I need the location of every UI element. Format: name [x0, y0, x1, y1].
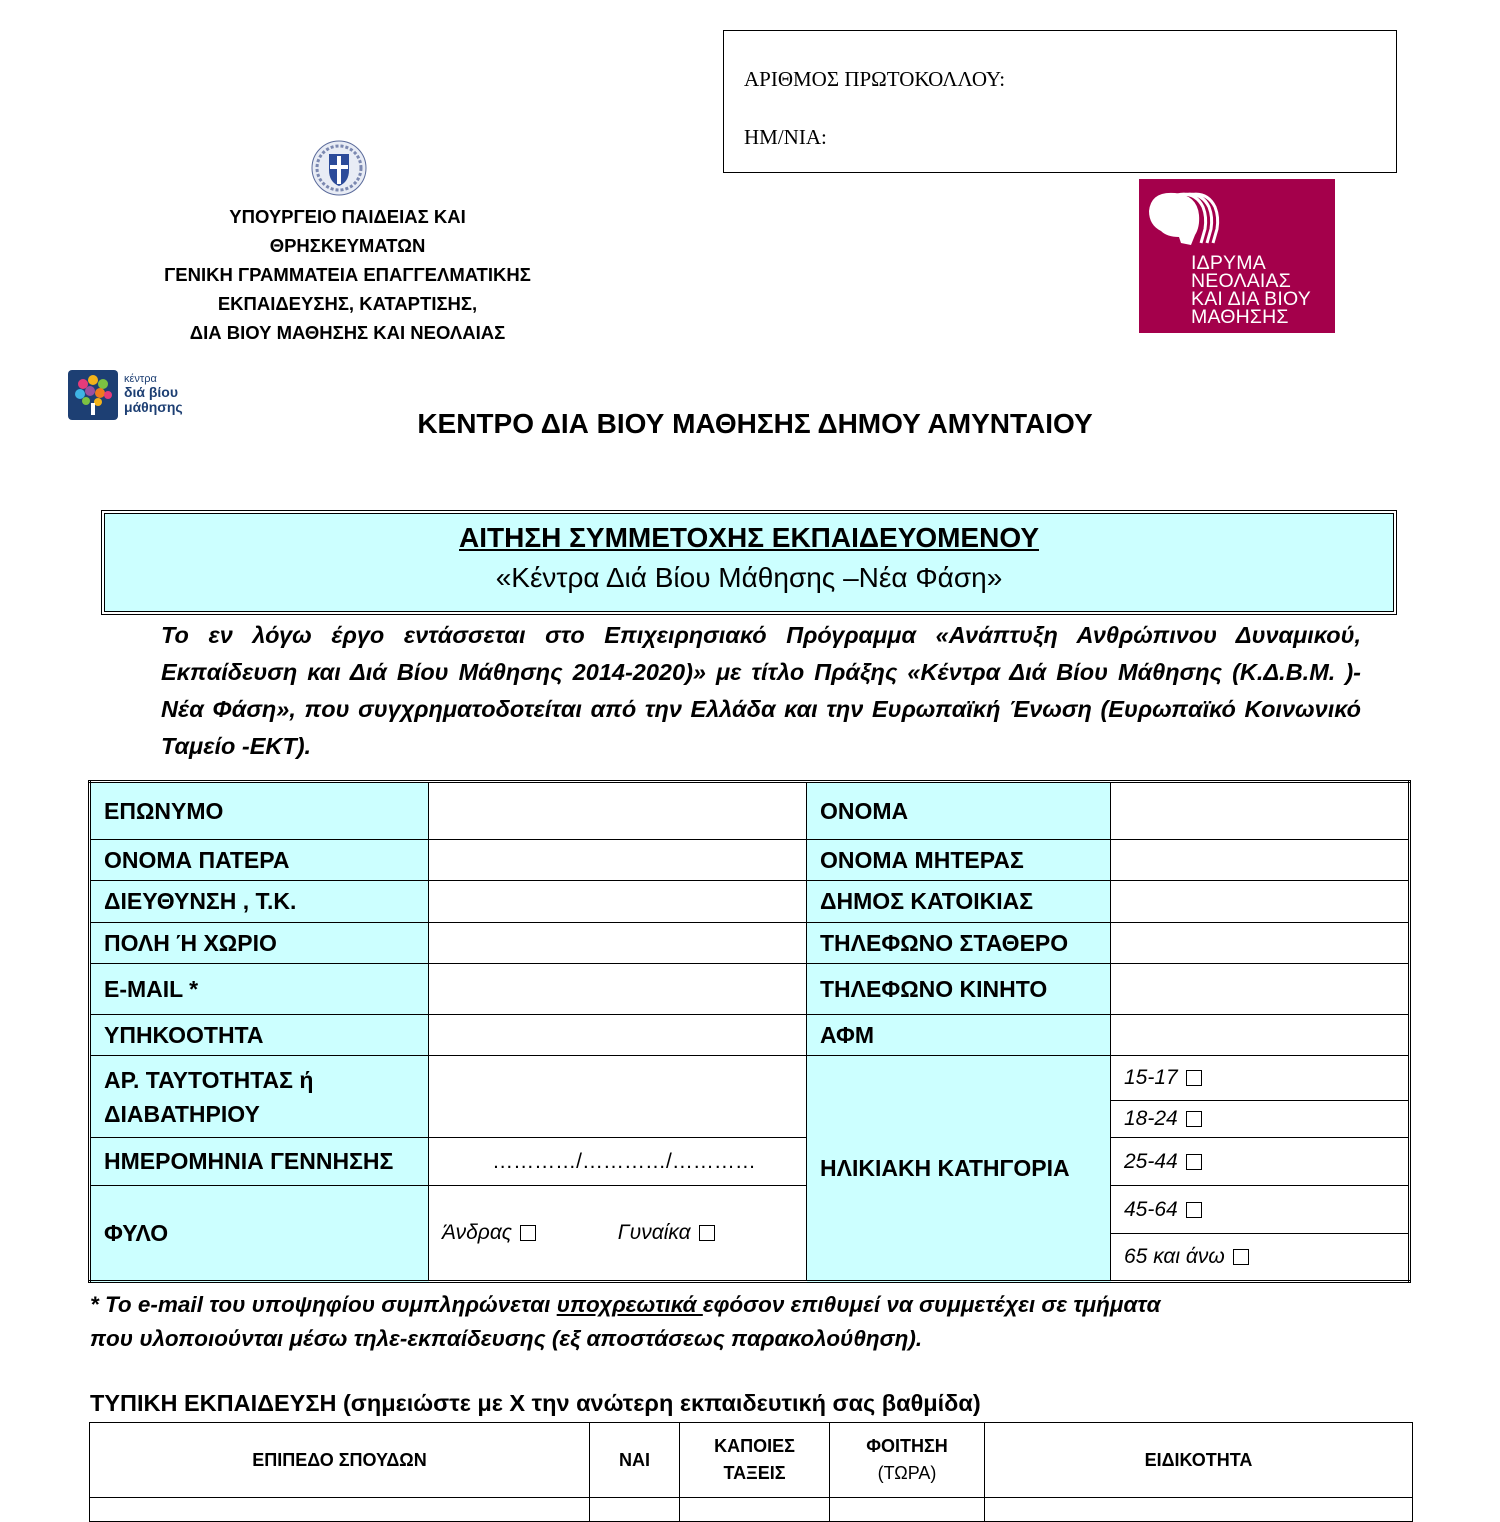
ministry-line-5: ΔΙΑ ΒΙΟΥ ΜΑΘΗΣΗΣ ΚΑΙ ΝΕΟΛΑΙΑΣ	[189, 322, 506, 343]
afm-label: ΑΦΜ	[807, 1015, 1111, 1056]
table-row	[90, 840, 1410, 881]
checkbox-icon[interactable]	[520, 1225, 536, 1241]
mobile-label: ΤΗΛΕΦΩΝΟ ΚΙΝΗΤΟ	[807, 964, 1111, 1015]
gender-male-label: Άνδρας	[442, 1221, 513, 1244]
checkbox-icon[interactable]	[1186, 1154, 1202, 1170]
mother-name-field[interactable]	[1111, 840, 1410, 881]
center-title: ΚΕΝΤΡΟ ΔΙΑ ΒΙΟΥ ΜΑΘΗΣΗΣ ΔΗΜΟΥ ΑΜΥΝΤΑΙΟΥ	[417, 408, 1093, 439]
checkbox-icon[interactable]	[1233, 1249, 1249, 1265]
age-option-25-44[interactable]	[1111, 1138, 1410, 1186]
city-field[interactable]	[429, 923, 807, 964]
inedivim-text-line-3: ΚΑΙ ΔΙΑ ΒΙΟΥ	[1191, 288, 1311, 310]
checkbox-icon[interactable]	[1186, 1070, 1202, 1086]
heads-silhouette-icon	[1145, 185, 1235, 251]
col-specialty: ΕΙΔΙΚΟΤΗΤΑ	[985, 1423, 1413, 1498]
footnote-part-1: * Το e-mail του υποψηφίου συμπληρώνεται	[90, 1292, 557, 1317]
birth-date-field[interactable]: …………/…………/…………	[429, 1138, 807, 1186]
education-heading: ΤΥΠΙΚΗ ΕΚΠΑΙΔΕΥΣΗ (σημειώστε με Χ την ανώτερη εκπαιδευτική σας βαθμίδα)	[90, 1390, 981, 1416]
ministry-line-4: ΕΚΠΑΙΔΕΥΣΗΣ, ΚΑΤΑΡΤΙΣΗΣ,	[217, 293, 478, 314]
id-number-label	[90, 1056, 429, 1138]
afm-field[interactable]	[1111, 1015, 1410, 1056]
landline-label: ΤΗΛΕΦΩΝΟ ΣΤΑΘΕΡΟ	[807, 923, 1111, 964]
greek-emblem-icon	[311, 140, 367, 196]
education-table	[89, 1422, 1413, 1522]
name-field[interactable]	[1111, 782, 1410, 840]
surname-label: ΕΠΩΝΥΜΟ	[90, 782, 429, 840]
table-row	[90, 1186, 1410, 1234]
footnote-underlined: υποχρεωτικά	[556, 1292, 703, 1317]
education-cell[interactable]	[590, 1498, 680, 1522]
name-label: ΟΝΟΜΑ	[807, 782, 1111, 840]
age-option-15-17[interactable]	[1111, 1056, 1410, 1101]
checkbox-icon[interactable]	[699, 1225, 715, 1241]
checkbox-icon[interactable]	[1186, 1202, 1202, 1218]
application-title: ΑΙΤΗΣΗ ΣΥΜΜΕΤΟΧΗΣ ΕΚΠΑΙΔΕΥΟΜΕΝΟΥ	[459, 522, 1039, 553]
age-option-label: 25-44	[1124, 1149, 1178, 1173]
application-title-box	[101, 510, 1397, 615]
landline-field[interactable]	[1111, 923, 1410, 964]
email-label: E-MAIL *	[90, 964, 429, 1015]
protocol-box	[723, 30, 1397, 173]
gender-label: ΦΥΛΟ	[90, 1186, 429, 1282]
table-row	[90, 1138, 1410, 1186]
kdvm-text-line-3: μάθησης	[124, 399, 183, 415]
application-subtitle: «Κέντρα Διά Βίου Μάθησης –Νέα Φάση»	[495, 562, 1003, 593]
ministry-header	[120, 202, 575, 347]
age-option-label: 45-64	[1124, 1197, 1178, 1221]
education-cell	[90, 1498, 590, 1522]
age-category-label: ΗΛΙΚΙΑΚΗ ΚΑΤΗΓΟΡΙΑ	[807, 1056, 1111, 1282]
birth-date-label: ΗΜΕΡΟΜΗΝΙΑ ΓΕΝΝΗΣΗΣ	[90, 1138, 429, 1186]
table-row	[90, 1056, 1410, 1101]
ministry-line-2: ΘΡΗΣΚΕΥΜΑΤΩΝ	[269, 235, 426, 256]
col-attending-line-1: ΦΟΙΤΗΣΗ	[866, 1436, 948, 1457]
id-label-line-2: ΔΙΑΒΑΤΗΡΙΟΥ	[104, 1100, 260, 1127]
gender-male-option[interactable]	[442, 1221, 536, 1244]
col-some-classes	[680, 1423, 830, 1498]
table-row	[90, 964, 1410, 1015]
checkbox-icon[interactable]	[1186, 1111, 1202, 1127]
age-option-label: 65 και άνω	[1124, 1245, 1225, 1268]
col-yes: ΝΑΙ	[590, 1423, 680, 1498]
intro-paragraph: Το εν λόγω έργο εντάσσεται στο Επιχειρησιακό Πρόγραμμα «Ανάπτυξη Ανθρώπινου Δυναμικού, Εκπαίδευση και Διά Βίου Μάθησης 2014-2020)» με τίτλο Πράξης «Κέντρα Διά Βίου Μάθησης (Κ.Δ.Β.Μ. )- Νέα Φάση», που συγχρηματοδοτείται από την Ελλάδα και την Ευρωπαϊκή Ένωση (Ευρωπαϊκό Κοινωνικό Ταμείο -ΕΚΤ).	[161, 622, 1361, 759]
mother-name-label: ΟΝΟΜΑ ΜΗΤΕΡΑΣ	[807, 840, 1111, 881]
col-some-line-1: ΚΑΠΟΙΕΣ	[714, 1436, 795, 1457]
col-level: ΕΠΙΠΕΔΟ ΣΠΟΥΔΩΝ	[90, 1423, 590, 1498]
surname-field[interactable]	[429, 782, 807, 840]
table-row	[90, 782, 1410, 840]
education-cell[interactable]	[985, 1498, 1413, 1522]
protocol-date-label: ΗΜ/ΝΙΑ:	[744, 125, 827, 149]
email-footnote	[90, 1288, 1390, 1356]
footnote-part-2: εφόσον επιθυμεί να συμμετέχει σε τμήματα	[702, 1292, 1161, 1317]
gender-female-option[interactable]	[618, 1221, 715, 1244]
address-field[interactable]	[429, 881, 807, 923]
age-option-label: 18-24	[1124, 1107, 1178, 1130]
id-label-line-1: ΑΡ. ΤΑΥΤΟΤΗΤΑΣ ή	[104, 1066, 314, 1093]
inedivim-text-line-2: ΝΕΟΛΑΙΑΣ	[1191, 270, 1292, 292]
education-cell[interactable]	[680, 1498, 830, 1522]
id-number-field[interactable]	[429, 1056, 807, 1138]
address-label: ΔΙΕΥΘΥΝΣΗ , Τ.Κ.	[90, 881, 429, 923]
mobile-field[interactable]	[1111, 964, 1410, 1015]
age-option-45-64[interactable]	[1111, 1186, 1410, 1234]
municipality-field[interactable]	[1111, 881, 1410, 923]
ministry-line-1: ΥΠΟΥΡΓΕΙΟ ΠΑΙΔΕΙΑΣ ΚΑΙ	[229, 206, 466, 227]
ministry-line-3: ΓΕΝΙΚΗ ΓΡΑΜΜΑΤΕΙΑ ΕΠΑΓΓΕΛΜΑΤΙΚΗΣ	[164, 264, 531, 285]
col-attending-line-2: (ΤΩΡΑ)	[877, 1463, 937, 1484]
kdvm-text-line-1: κέντρα	[124, 373, 157, 385]
applicant-form-table	[88, 780, 1411, 1283]
education-cell[interactable]	[830, 1498, 985, 1522]
city-label: ΠΟΛΗ Ή ΧΩΡΙΟ	[90, 923, 429, 964]
age-option-18-24[interactable]	[1111, 1101, 1410, 1138]
table-row	[90, 923, 1410, 964]
citizenship-label: ΥΠΗΚΟΟΤΗΤΑ	[90, 1015, 429, 1056]
table-header-row	[90, 1423, 1413, 1498]
col-some-line-2: ΤΑΞΕΙΣ	[723, 1463, 786, 1484]
citizenship-field[interactable]	[429, 1015, 807, 1056]
age-option-65-plus[interactable]	[1111, 1234, 1410, 1282]
table-row	[90, 881, 1410, 923]
table-row	[90, 1015, 1410, 1056]
father-name-label: ΟΝΟΜΑ ΠΑΤΕΡΑ	[90, 840, 429, 881]
inedivim-text-line-4: ΜΑΘΗΣΗΣ	[1191, 306, 1289, 328]
gender-field	[429, 1186, 807, 1282]
municipality-label: ΔΗΜΟΣ ΚΑΤΟΙΚΙΑΣ	[807, 881, 1111, 923]
table-row	[90, 1498, 1413, 1522]
age-option-label: 15-17	[1124, 1066, 1178, 1089]
email-field[interactable]	[429, 964, 807, 1015]
father-name-field[interactable]	[429, 840, 807, 881]
inedivim-logo-text	[1191, 254, 1311, 326]
footnote-line-2: που υλοποιούνται μέσω τηλε-εκπαίδευσης (εξ αποστάσεως παρακολούθηση).	[90, 1326, 923, 1351]
inedivim-text-line-1: ΙΔΡΥΜΑ	[1191, 252, 1266, 274]
gender-female-label: Γυναίκα	[617, 1221, 691, 1244]
inedivim-logo	[1139, 179, 1335, 333]
kdvm-text-line-2: διά βίου	[124, 384, 179, 400]
protocol-number-label: ΑΡΙΘΜΟΣ ΠΡΩΤΟΚΟΛΛΟΥ:	[744, 67, 1006, 91]
col-attending	[830, 1423, 985, 1498]
